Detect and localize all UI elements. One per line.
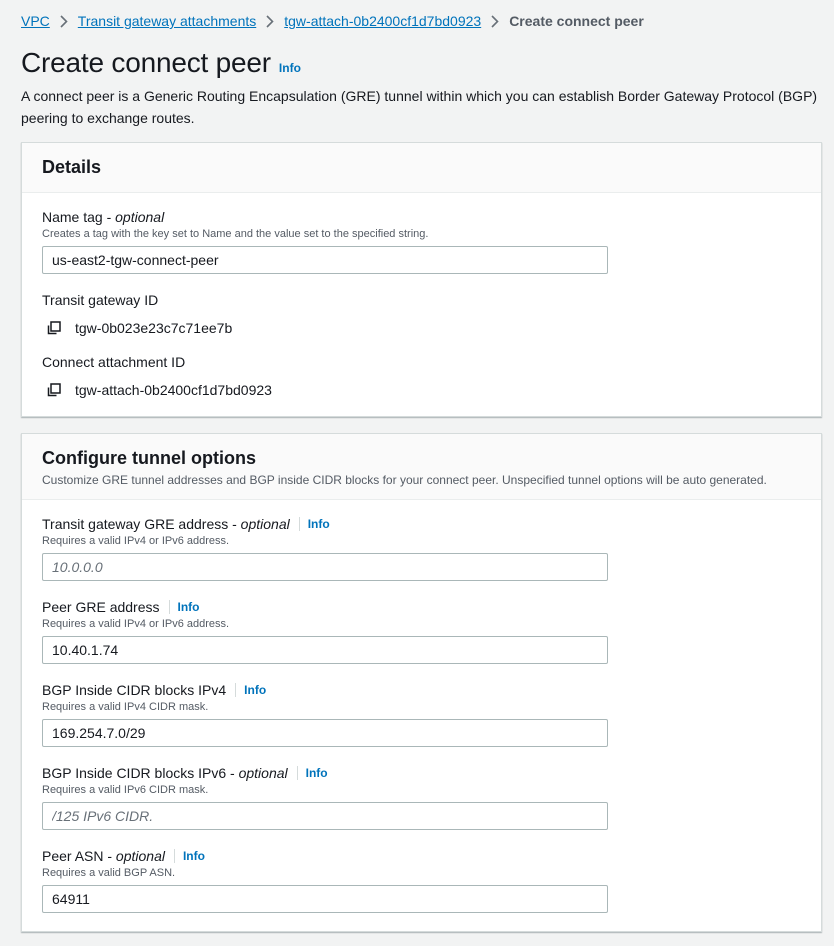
chevron-right-icon <box>491 15 499 28</box>
tgw-gre-address-input[interactable] <box>42 553 608 581</box>
tgw-gre-address-label <box>42 516 801 532</box>
name-tag-field <box>42 209 801 274</box>
bgp-ipv6-cidr-optional: optional <box>238 765 288 781</box>
name-tag-input[interactable] <box>42 246 608 274</box>
transit-gateway-id-label: Transit gateway ID <box>42 292 159 308</box>
peer-asn-label-text: Peer ASN - <box>42 848 113 864</box>
connect-attachment-id-field <box>42 354 801 398</box>
details-title: Details <box>42 157 102 177</box>
peer-gre-address-label-text: Peer GRE address <box>42 599 160 615</box>
peer-gre-address-hint: Requires a valid IPv4 or IPv6 address. <box>42 618 230 630</box>
bgp-ipv6-cidr-info-link[interactable]: Info <box>305 766 328 780</box>
label-divider <box>299 517 300 531</box>
peer-gre-address-info-link[interactable]: Info <box>177 600 200 614</box>
label-divider <box>174 849 175 863</box>
bgp-ipv4-cidr-label <box>42 682 801 698</box>
breadcrumb-transit-gateway-attachments[interactable]: Transit gateway attachments <box>77 13 257 29</box>
bgp-ipv4-cidr-input[interactable] <box>42 719 608 747</box>
tgw-gre-address-optional: optional <box>240 516 290 532</box>
bgp-ipv6-cidr-label-text: BGP Inside CIDR blocks IPv6 - <box>42 765 235 781</box>
label-divider <box>235 683 236 697</box>
peer-asn-label <box>42 848 801 864</box>
name-tag-label-text: Name tag - <box>42 209 112 225</box>
connect-attachment-id-value: tgw-attach-0b2400cf1d7bd0923 <box>75 382 272 398</box>
tunnel-options-container <box>21 433 822 932</box>
peer-gre-address-input[interactable] <box>42 636 608 664</box>
page-title: Create connect peer <box>21 47 271 78</box>
bgp-ipv4-cidr-field <box>42 682 801 747</box>
copy-icon[interactable] <box>46 320 62 336</box>
peer-asn-optional: optional <box>115 848 165 864</box>
transit-gateway-id-value-row <box>42 320 801 336</box>
name-tag-label <box>42 209 801 225</box>
details-container <box>21 142 822 417</box>
connect-attachment-id-label: Connect attachment ID <box>42 354 186 370</box>
chevron-right-icon <box>60 15 68 28</box>
tgw-gre-address-label-text: Transit gateway GRE address - <box>42 516 237 532</box>
name-tag-hint: Creates a tag with the key set to Name and the value set to the specified string. <box>42 228 429 240</box>
breadcrumb-vpc[interactable]: VPC <box>21 13 50 29</box>
bgp-ipv6-cidr-input[interactable] <box>42 802 608 830</box>
tunnel-options-header <box>22 434 821 500</box>
peer-gre-address-label <box>42 599 801 615</box>
bgp-ipv4-cidr-label-text: BGP Inside CIDR blocks IPv4 <box>42 682 227 698</box>
transit-gateway-id-field <box>42 292 801 336</box>
tunnel-options-subtitle: Customize GRE tunnel addresses and BGP inside CIDR blocks for your connect peer. Unspecified tunnel options will be auto generated. <box>42 473 767 487</box>
details-body <box>22 193 821 416</box>
page-description: A connect peer is a Generic Routing Encapsulation (GRE) tunnel within which you can establish Border Gateway Protocol (BGP) peering to exchange routes. <box>21 88 818 126</box>
breadcrumb-current: Create connect peer <box>509 13 644 29</box>
bgp-ipv4-cidr-hint: Requires a valid IPv4 CIDR mask. <box>42 701 209 713</box>
connect-attachment-id-value-row <box>42 382 801 398</box>
peer-asn-info-link[interactable]: Info <box>182 849 205 863</box>
peer-asn-field <box>42 848 801 913</box>
bgp-ipv6-cidr-hint: Requires a valid IPv6 CIDR mask. <box>42 784 209 796</box>
label-divider <box>297 766 298 780</box>
label-divider <box>169 600 170 614</box>
bgp-ipv4-cidr-info-link[interactable]: Info <box>244 683 267 697</box>
details-header <box>22 143 821 193</box>
breadcrumb-attachment-id[interactable]: tgw-attach-0b2400cf1d7bd0923 <box>284 13 482 29</box>
copy-icon[interactable] <box>46 382 62 398</box>
tgw-gre-address-info-link[interactable]: Info <box>307 517 330 531</box>
chevron-right-icon <box>266 15 274 28</box>
breadcrumb <box>21 0 822 42</box>
name-tag-optional: optional <box>115 209 165 225</box>
transit-gateway-id-value: tgw-0b023e23c7c71ee7b <box>75 320 233 336</box>
peer-gre-address-field <box>42 599 801 664</box>
bgp-ipv6-cidr-field <box>42 765 801 830</box>
page-header <box>21 47 822 79</box>
peer-asn-hint: Requires a valid BGP ASN. <box>42 867 176 879</box>
tgw-gre-address-hint: Requires a valid IPv4 or IPv6 address. <box>42 535 230 547</box>
bgp-ipv6-cidr-label <box>42 765 801 781</box>
peer-asn-input[interactable] <box>42 885 608 913</box>
tunnel-options-title: Configure tunnel options <box>42 448 256 468</box>
tunnel-options-body <box>22 500 821 931</box>
page-info-link[interactable]: Info <box>278 61 301 75</box>
tgw-gre-address-field <box>42 516 801 581</box>
